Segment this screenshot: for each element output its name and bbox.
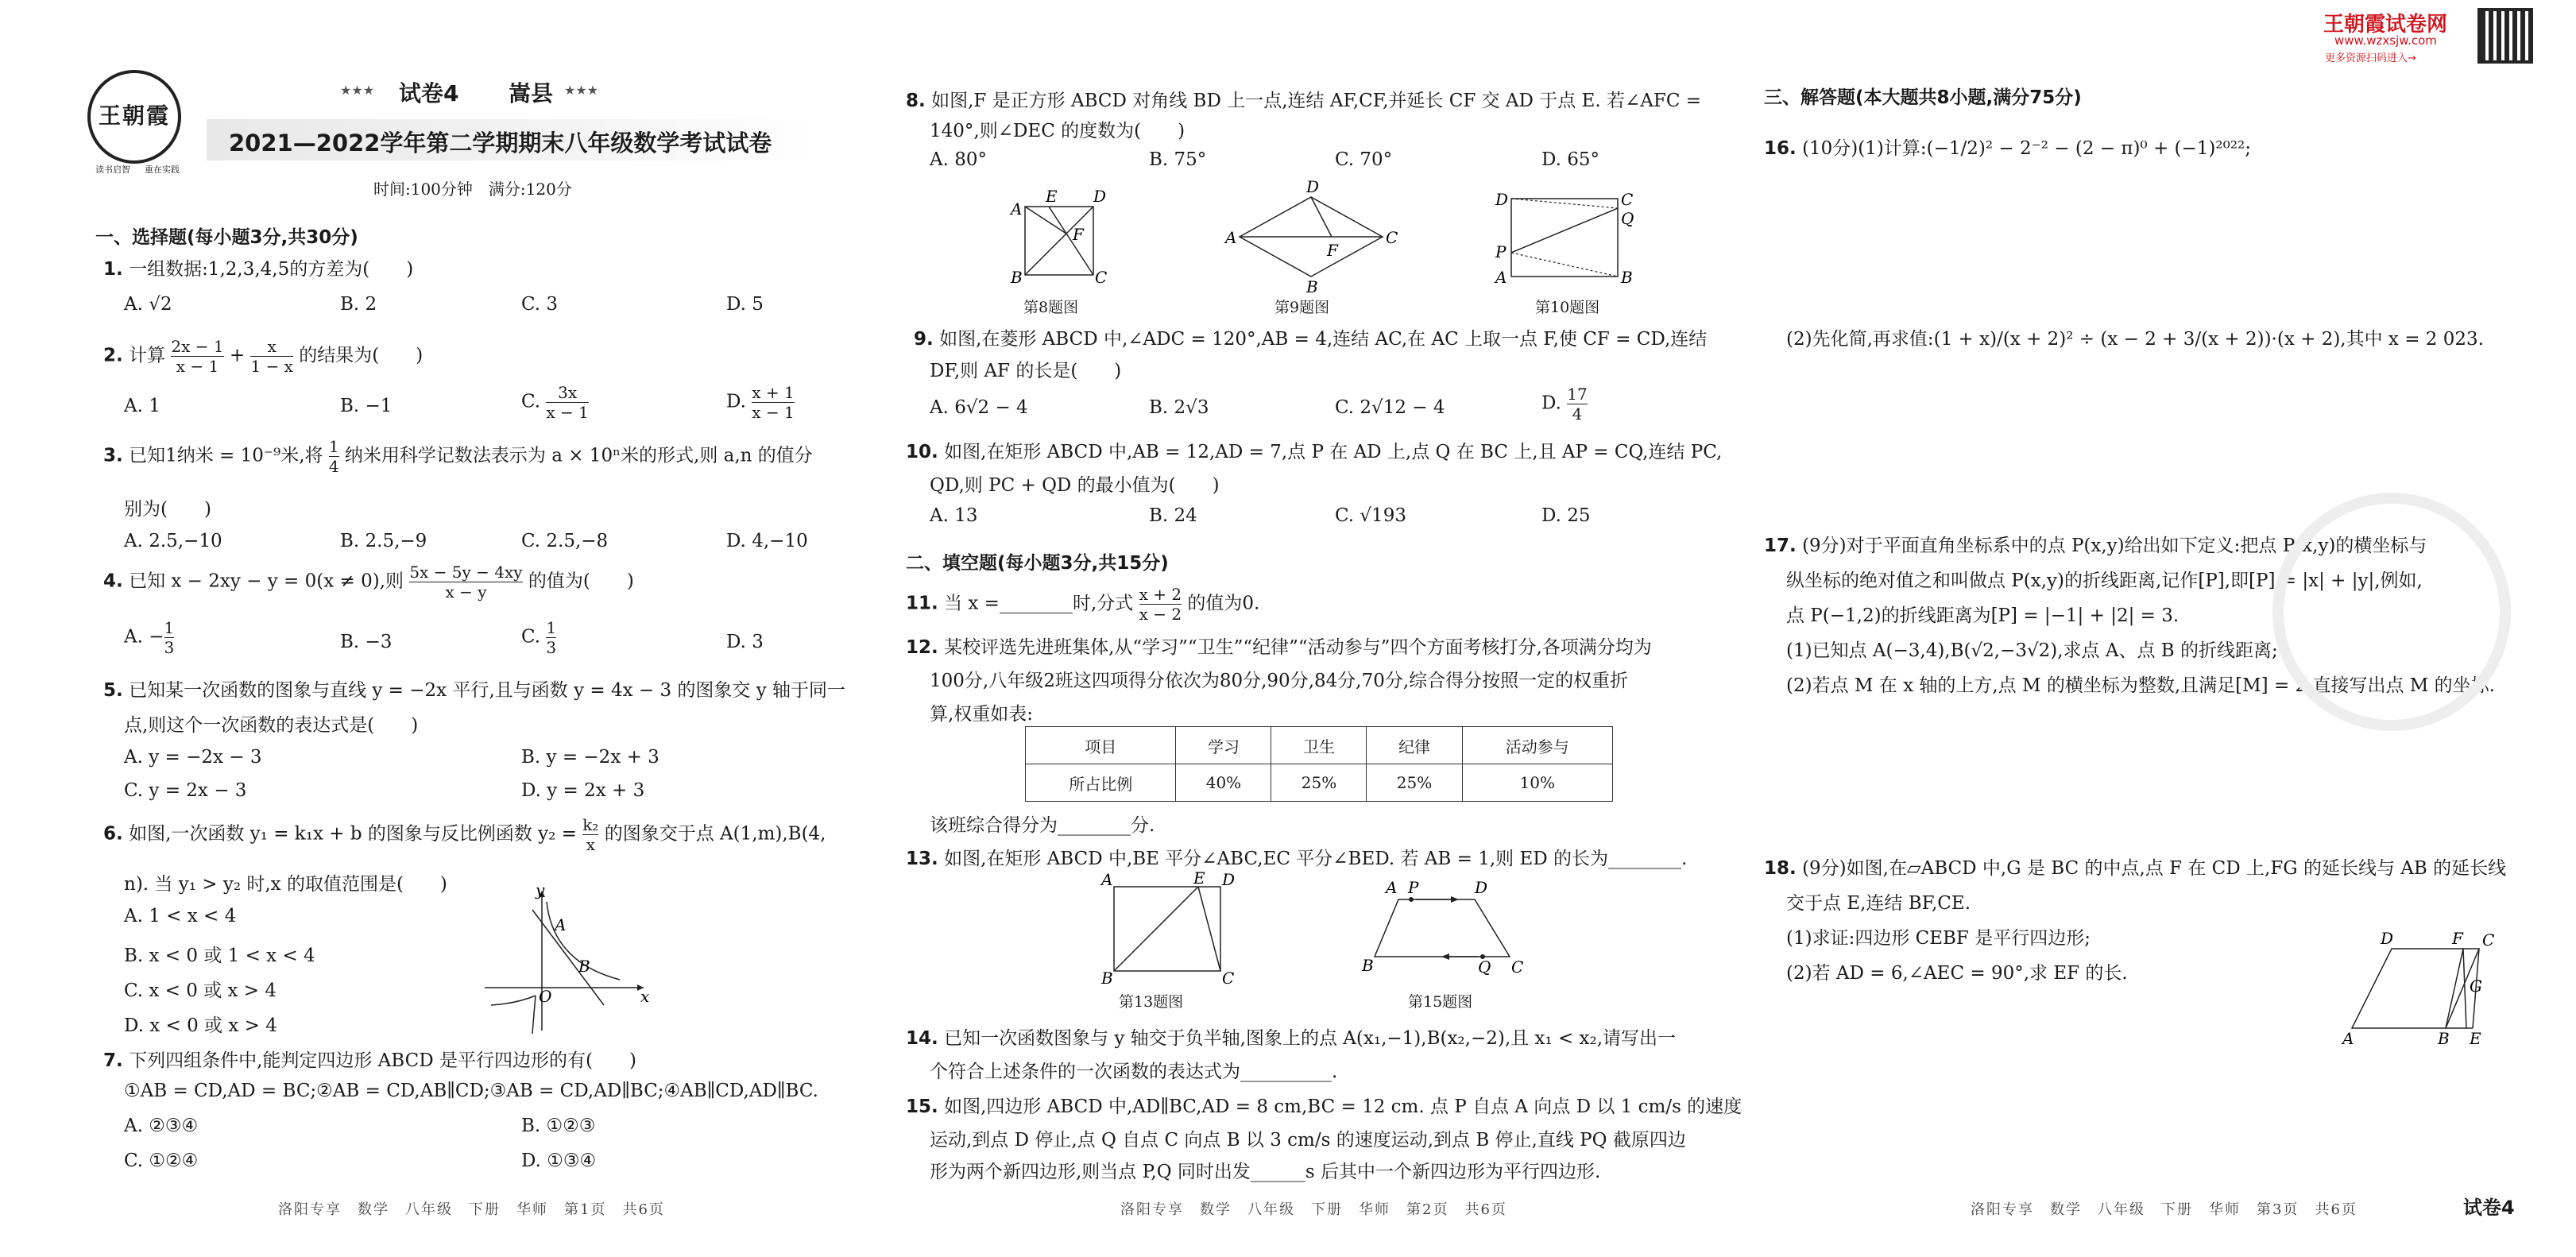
- svg-text:F: F: [1327, 241, 1338, 260]
- q11-stem: 11. 当 x =________时,分式 $\frac{x + 2}{x - 2}$ 的值为0.: [906, 585, 1260, 624]
- q3-option-b[interactable]: B. 2.5,−9: [340, 531, 427, 551]
- q17-stem-cont1: 纵坐标的绝对值之和叫做点 P(x,y)的折线距离,记作[P],即[P] = |x| + |y|,例如,: [1786, 570, 2423, 591]
- q10-option-a[interactable]: A. 13: [930, 505, 978, 526]
- q9-option-c[interactable]: C. 2√12 − 4: [1335, 397, 1445, 418]
- section-fill-title: 二、填空题(每小题3分,共15分): [906, 553, 1169, 574]
- q4-option-c[interactable]: C. $\frac{1}{3}$: [521, 618, 557, 657]
- q15-stem-cont1: 运动,到点 D 停止,点 Q 自点 C 向点 B 以 3 cm/s 的速度运动,到点 B 停止,直线 PQ 截原四边: [930, 1130, 1686, 1151]
- table-cell: 学习: [1176, 727, 1271, 764]
- table-cell: 25%: [1271, 764, 1367, 802]
- svg-text:B: B: [1621, 268, 1633, 287]
- section-solve-title: 三、解答题(本大题共8小题,满分75分): [1764, 87, 2082, 108]
- q18-parallelogram-figure: [2336, 926, 2511, 1046]
- q2-stem: 2. 计算 $\frac{2x - 1}{x - 1}$ + $\frac{x}{1 - x}$ 的结果为( ): [103, 337, 424, 376]
- svg-text:C: C: [1386, 228, 1398, 247]
- svg-text:B: B: [1101, 969, 1113, 988]
- watermark-stamp-icon: [2272, 493, 2511, 731]
- table-cell: 卫生: [1271, 727, 1367, 764]
- q6-stem-cont: n). 当 y₁ > y₂ 时,x 的取值范围是( ): [124, 874, 447, 895]
- exam-title: 2021—2022学年第二学期期末八年级数学考试试卷: [229, 130, 772, 157]
- q4-option-b[interactable]: B. −3: [340, 632, 393, 652]
- svg-text:D: D: [1093, 187, 1107, 206]
- q10-option-c[interactable]: C. √193: [1335, 505, 1406, 526]
- q3-option-d[interactable]: D. 4,−10: [726, 531, 808, 551]
- q6-option-d[interactable]: D. x < 0 或 x > 4: [124, 1015, 277, 1036]
- table-cell: 纪律: [1367, 727, 1462, 764]
- svg-text:Q: Q: [1621, 209, 1634, 228]
- svg-text:F: F: [2452, 929, 2463, 948]
- q18-part2: (2)若 AD = 6,∠AEC = 90°,求 EF 的长.: [1786, 963, 2128, 984]
- q8-square-figure: [1009, 187, 1108, 287]
- q17-part2: (2)若点 M 在 x 轴的上方,点 M 的横坐标为整数,且满足[M] = 2,直接写出点 M 的坐标.: [1786, 675, 2495, 696]
- q10-option-d[interactable]: D. 25: [1541, 505, 1591, 526]
- county-name: 嵩县: [509, 80, 554, 106]
- svg-text:A: A: [1101, 870, 1113, 889]
- q7-conditions: ①AB = CD,AD = BC;②AB = CD,AB∥CD;③AB = CD,AD∥BC;④AB∥CD,AD∥BC.: [124, 1081, 818, 1101]
- q5-option-d[interactable]: D. y = 2x + 3: [521, 780, 645, 801]
- q17-stem-cont2: 点 P(−1,2)的折线距离为[P] = |−1| + |2| = 3.: [1786, 605, 2180, 626]
- q16-part2: (2)先化简,再求值:(1 + x)/(x + 2)² ÷ (x − 2 + 3/(x + 2))·(x + 2),其中 x = 2 023.: [1786, 329, 2484, 350]
- svg-text:B: B: [2438, 1029, 2450, 1048]
- q1-stem: 1. 一组数据:1,2,3,4,5的方差为( ): [103, 259, 414, 280]
- svg-text:x: x: [640, 987, 650, 1006]
- q7-option-c[interactable]: C. ①②④: [124, 1151, 199, 1171]
- svg-text:O: O: [539, 987, 552, 1006]
- page-footer-3: 洛阳专享 数学 八年级 下册 华师 第3页 共6页: [1971, 1201, 2357, 1218]
- svg-text:B: B: [1306, 277, 1318, 296]
- page-column-3: [1764, 0, 2527, 1257]
- svg-text:y: y: [536, 880, 545, 899]
- q2-option-a[interactable]: A. 1: [124, 396, 161, 416]
- paper-label: 试卷4: [399, 80, 459, 106]
- q12-stem-cont1: 100分,八年级2班这四项得分依次为80分,90分,84分,70分,综合得分按照一定的权重折: [930, 671, 1629, 691]
- q8-option-d[interactable]: D. 65°: [1541, 149, 1600, 170]
- q7-option-a[interactable]: A. ②③④: [124, 1116, 199, 1136]
- q6-graph-figure: [485, 880, 652, 1037]
- q17-stem: 17. (9分)对于平面直角坐标系中的点 P(x,y)给出如下定义:把点 P(x,y)的横坐标与: [1764, 536, 2427, 556]
- q5-stem-cont: 点,则这个一次函数的表达式是( ): [124, 715, 419, 736]
- svg-text:A: A: [1225, 228, 1237, 247]
- q4-option-a[interactable]: A. − $\frac{1}{3}$: [124, 618, 175, 657]
- svg-text:P: P: [1495, 242, 1507, 261]
- q5-stem: 5. 已知某一次函数的图象与直线 y = −2x 平行,且与函数 y = 4x − 3 的图象交 y 轴于同一: [103, 680, 846, 701]
- corner-paper-label: 试卷4: [2463, 1197, 2515, 1219]
- q12-weight-table: [1025, 726, 1613, 802]
- q15-stem: 15. 如图,四边形 ABCD 中,AD∥BC,AD = 8 cm,BC = 12 cm. 点 P 自点 A 向点 D 以 1 cm/s 的速度: [906, 1096, 1742, 1117]
- fig9-caption: 第9题图: [1274, 299, 1330, 316]
- q4-option-d[interactable]: D. 3: [726, 632, 764, 652]
- q4-stem: 4. 已知 x − 2xy − y = 0(x ≠ 0),则 $\frac{5x - 5y - 4xy}{x - y}$ 的值为( ): [103, 563, 634, 601]
- svg-text:E: E: [1193, 868, 1205, 888]
- q6-option-b[interactable]: B. x < 0 或 1 < x < 4: [124, 946, 315, 966]
- section-choice-title: 一、选择题(每小题3分,共30分): [95, 227, 358, 248]
- q11-answer-blank[interactable]: ________: [999, 593, 1073, 614]
- q13-rectangle-figure: [1097, 868, 1240, 988]
- site-name: 王朝霞试卷网: [2323, 13, 2448, 37]
- svg-text:A: A: [1495, 268, 1507, 287]
- site-url: www.wzxsjw.com: [2334, 33, 2437, 48]
- table-cell: 活动参与: [1462, 727, 1613, 764]
- q5-option-b[interactable]: B. y = −2x + 3: [521, 747, 659, 768]
- svg-text:A: A: [2342, 1029, 2354, 1048]
- svg-text:C: C: [2482, 930, 2495, 950]
- svg-text:D: D: [2381, 929, 2394, 948]
- q9-option-b[interactable]: B. 2√3: [1149, 397, 1209, 418]
- svg-text:B: B: [578, 957, 590, 976]
- svg-text:B: B: [1011, 268, 1023, 287]
- q9-rhombus-figure: [1224, 177, 1406, 296]
- page-column-1: [87, 0, 846, 1257]
- q9-option-a[interactable]: A. 6√2 − 4: [930, 397, 1028, 418]
- q15-trapezoid-figure: [1359, 877, 1541, 977]
- q10-stem: 10. 如图,在矩形 ABCD 中,AB = 12,AD = 7,点 P 在 AD 上,点 Q 在 BC 上,且 AP = CQ,连结 PC,: [906, 442, 1723, 462]
- table-cell: 40%: [1176, 764, 1271, 802]
- page-footer-2: 洛阳专享 数学 八年级 下册 华师 第2页 共6页: [1120, 1201, 1507, 1218]
- logo-motto-right: 重在实践: [145, 164, 180, 175]
- svg-text:Q: Q: [1478, 957, 1491, 977]
- svg-text:C: C: [1095, 268, 1108, 287]
- page-footer-1: 洛阳专享 数学 八年级 下册 华师 第1页 共6页: [278, 1201, 665, 1218]
- q14-stem: 14. 已知一次函数图象与 y 轴交于负半轴,图象上的点 A(x₁,−1),B(x₂,−2),且 x₁ < x₂,请写出一: [906, 1028, 1677, 1049]
- stars-right: ★★★: [564, 83, 599, 98]
- q6-option-a[interactable]: A. 1 < x < 4: [124, 906, 237, 926]
- q8-option-c[interactable]: C. 70°: [1335, 149, 1393, 170]
- q17-part1: (1)已知点 A(−3,4),B(√2,−3√2),求点 A、点 B 的折线距离;: [1786, 640, 2278, 661]
- svg-text:C: C: [1511, 957, 1524, 977]
- svg-text:G: G: [2470, 977, 2482, 996]
- q12-answer-line[interactable]: 该班综合得分为________分.: [930, 815, 1155, 836]
- q2-option-b[interactable]: B. −1: [340, 396, 393, 416]
- svg-text:B: B: [1362, 956, 1374, 975]
- q18-stem: 18. (9分)如图,在▱ABCD 中,G 是 BC 的中点,点 F 在 CD 上,FG 的延长线与 AB 的延长线: [1764, 858, 2507, 879]
- fig8-caption: 第8题图: [1023, 299, 1079, 316]
- q8-stem: 8. 如图,F 是正方形 ABCD 对角线 BD 上一点,连结 AF,CF,并延长 CF 交 AD 于点 E. 若∠AFC =: [906, 91, 1702, 111]
- svg-text:A: A: [1386, 878, 1398, 897]
- svg-text:D: D: [1222, 870, 1236, 889]
- q9-stem-cont: DF,则 AF 的长是( ): [930, 361, 1122, 381]
- q13-stem: 13. 如图,在矩形 ABCD 中,BE 平分∠ABC,EC 平分∠BED. 若 AB = 1,则 ED 的长为________.: [906, 849, 1688, 869]
- svg-text:A: A: [1011, 199, 1023, 219]
- q16-part1: 16. (10分)(1)计算:(−1/2)² − 2⁻² − (2 − π)⁰ + (−1)²⁰²²;: [1764, 138, 2252, 159]
- svg-text:D: D: [1475, 878, 1488, 897]
- time-info: 时间:100分钟 满分:120分: [373, 180, 572, 199]
- q3-stem: 3. 已知1纳米 = 10⁻⁹米,将 $\frac{1}{4}$ 纳米用科学记数法表示为 a × 10ⁿ米的形式,则 a,n 的值分: [103, 437, 813, 476]
- table-cell: 项目: [1026, 727, 1176, 764]
- fig13-caption: 第13题图: [1119, 993, 1184, 1011]
- table-cell: 25%: [1367, 764, 1462, 802]
- q15-stem-cont2[interactable]: 形为两个新四边形,则当点 P,Q 同时出发______s 后其中一个新四边形为平行四边形.: [930, 1162, 1601, 1182]
- q3-stem-cont: 别为( ): [124, 499, 211, 520]
- q2-option-d[interactable]: D. $\frac{x + 1}{x - 1}$: [726, 383, 795, 422]
- q5-option-c[interactable]: C. y = 2x − 3: [124, 780, 247, 801]
- logo-motto-left: 读书启智: [95, 164, 130, 175]
- svg-text:A: A: [555, 915, 567, 934]
- fig10-caption: 第10题图: [1535, 299, 1600, 316]
- q6-stem: 6. 如图,一次函数 y₁ = k₁x + b 的图象与反比例函数 y₂ = $\frac{\text{k₂}}{x}$ 的图象交于点 A(1,m),B(4,: [103, 815, 826, 854]
- q7-stem: 7. 下列四组条件中,能判定四边形 ABCD 是平行四边形的有( ): [103, 1050, 636, 1071]
- q12-stem-cont2: 算,权重如表:: [930, 704, 1034, 725]
- q7-option-b[interactable]: B. ①②③: [521, 1116, 596, 1136]
- fig15-caption: 第15题图: [1408, 993, 1473, 1011]
- svg-text:C: C: [1621, 190, 1634, 209]
- svg-text:P: P: [1408, 878, 1419, 897]
- svg-text:C: C: [1222, 969, 1235, 988]
- q1-option-d[interactable]: D. 5: [726, 294, 764, 315]
- svg-text:D: D: [1306, 177, 1320, 196]
- q1-option-a[interactable]: A. √2: [124, 294, 172, 315]
- q3-option-a[interactable]: A. 2.5,−10: [124, 531, 222, 551]
- q10-stem-cont: QD,则 PC + QD 的最小值为( ): [930, 475, 1220, 496]
- q3-option-c[interactable]: C. 2.5,−8: [521, 531, 609, 551]
- q5-option-a[interactable]: A. y = −2x − 3: [124, 747, 262, 768]
- page-column-2: [906, 0, 1742, 1257]
- svg-text:D: D: [1495, 190, 1509, 209]
- q18-part1: (1)求证:四边形 CEBF 是平行四边形;: [1786, 928, 2091, 949]
- q9-option-d[interactable]: D. $\frac{17}{4}$: [1541, 385, 1588, 424]
- q7-option-d[interactable]: D. ①③④: [521, 1151, 597, 1171]
- q9-stem: 9. 如图,在菱形 ABCD 中,∠ADC = 120°,AB = 4,连结 AC,在 AC 上取一点 F,使 CF = CD,连结: [914, 329, 1708, 350]
- q10-rectangle-figure: [1494, 189, 1645, 287]
- logo-text: 王朝霞: [99, 102, 171, 129]
- site-tagline: 更多资源扫码进入→: [2325, 52, 2416, 64]
- q8-option-b[interactable]: B. 75°: [1149, 149, 1207, 170]
- q8-stem-cont: 140°,则∠DEC 的度数为( ): [930, 121, 1186, 141]
- q6-option-c[interactable]: C. x < 0 或 x > 4: [124, 980, 277, 1001]
- stars-left: ★★★: [340, 83, 375, 98]
- q8-option-a[interactable]: A. 80°: [930, 149, 987, 170]
- q2-option-c[interactable]: C. $\frac{3x}{x - 1}$: [521, 383, 589, 422]
- table-cell: 所占比例: [1026, 764, 1176, 802]
- q18-stem-cont: 交于点 E,连结 BF,CE.: [1786, 893, 1971, 914]
- svg-text:E: E: [2470, 1029, 2481, 1048]
- q1-option-b[interactable]: B. 2: [340, 294, 377, 315]
- q14-stem-cont[interactable]: 个符合上述条件的一次函数的表达式为__________.: [930, 1062, 1338, 1082]
- q10-option-b[interactable]: B. 24: [1149, 505, 1197, 526]
- q1-option-c[interactable]: C. 3: [521, 294, 559, 315]
- svg-text:E: E: [1046, 187, 1058, 206]
- table-cell: 10%: [1462, 764, 1613, 802]
- svg-text:F: F: [1073, 225, 1084, 244]
- q12-stem: 12. 某校评选先进班集体,从“学习”“卫生”“纪律”“活动参与”四个方面考核打分,各项满分均为: [906, 637, 1652, 658]
